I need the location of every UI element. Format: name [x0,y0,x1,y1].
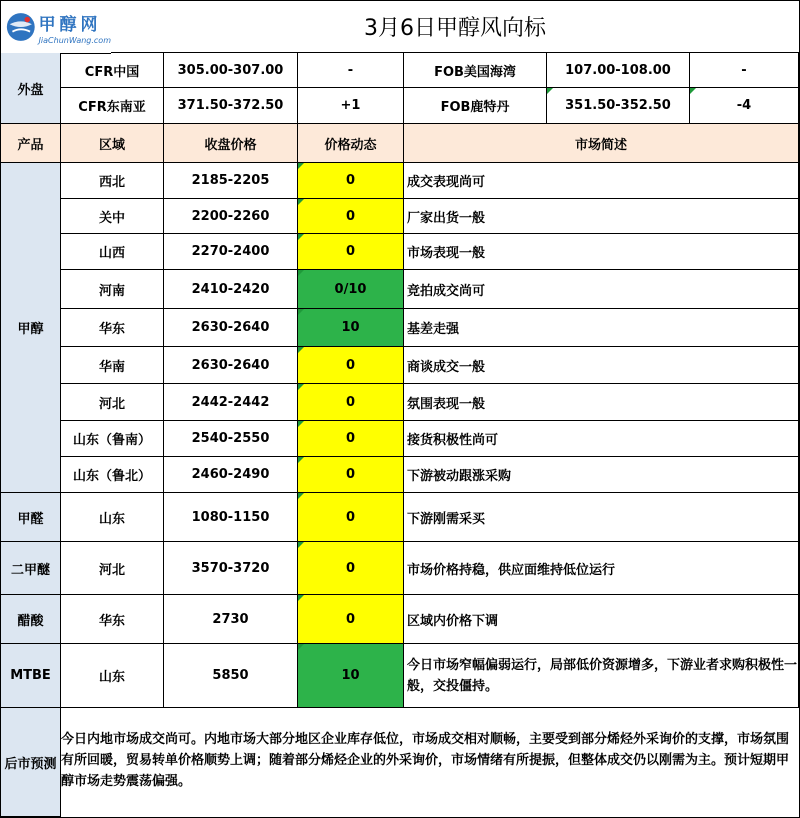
product-name: 甲醇 [1,163,61,493]
row-region: 华东 [61,309,164,347]
external-market: FOB鹿特丹 [404,88,547,124]
row-market-brief: 今日市场窄幅偏弱运行，局部低价资源增多，下游业者求购积极性一般，交投僵持。 [404,644,799,708]
row-market-brief: 下游刚需采买 [404,493,799,542]
forecast-label: 后市预测 [1,708,61,817]
cell-marker-icon [298,457,304,463]
cell-marker-icon [547,88,553,94]
row-price-change: 0 [298,421,404,457]
external-change: -4 [690,88,799,124]
external-price: 351.50-352.50 [547,88,690,124]
brand-name: 甲醇网 [38,14,102,35]
external-change: - [690,53,799,88]
header-close-price: 收盘价格 [164,124,298,163]
row-price: 2185-2205 [164,163,298,199]
row-price-change: 0 [298,347,404,384]
row-region: 西北 [61,163,164,199]
external-price: 107.00-108.00 [547,53,690,88]
cell-marker-icon [298,309,304,315]
row-region: 山东 [61,493,164,542]
row-market-brief: 市场价格持稳，供应面维持低位运行 [404,542,799,595]
row-region: 华南 [61,347,164,384]
external-market: CFR东南亚 [61,88,164,124]
row-market-brief: 氛围表现一般 [404,384,799,421]
row-market-brief: 下游被动跟涨采购 [404,457,799,493]
cell-marker-icon [298,384,304,390]
cell-marker-icon [298,234,304,240]
row-price: 2270-2400 [164,234,298,270]
row-region: 山东 [61,644,164,708]
brand-logo [1,1,111,54]
row-price: 2630-2640 [164,309,298,347]
row-price-change: 0 [298,234,404,270]
row-price-change: 0/10 [298,270,404,309]
row-market-brief: 基差走强 [404,309,799,347]
cell-marker-icon [298,542,304,548]
row-region: 华东 [61,595,164,644]
external-market: FOB美国海湾 [404,53,547,88]
row-price: 5850 [164,644,298,708]
row-price: 2540-2550 [164,421,298,457]
cell-marker-icon [298,199,304,205]
cell-marker-icon [298,270,304,276]
row-market-brief: 竞拍成交尚可 [404,270,799,309]
forecast-text: 今日内地市场成交尚可。内地市场大部分地区企业库存低位，市场成交相对顺畅，主要受到部分烯烃外采询价的支撑，市场氛围有所回暖，贸易转单价格顺势上调；随着部分烯烃企业的外采询价，市场情绪有所提振，但整体成交仍以刚需为主。预计短期甲醇市场走势震荡偏强。 [61,732,790,789]
row-market-brief: 区域内价格下调 [404,595,799,644]
product-name: MTBE [1,644,61,708]
row-region: 山东（鲁北） [61,457,164,493]
external-price: 305.00-307.00 [164,53,298,88]
row-price: 1080-1150 [164,493,298,542]
cell-marker-icon [690,88,696,94]
header-region: 区域 [61,124,164,163]
row-price-change: 0 [298,493,404,542]
row-region: 河南 [61,270,164,309]
row-region: 河北 [61,384,164,421]
row-price: 2630-2640 [164,347,298,384]
row-market-brief: 厂家出货一般 [404,199,799,234]
cell-marker-icon [298,644,304,650]
row-price-change: 0 [298,384,404,421]
row-price-change: 0 [298,199,404,234]
row-price-change: 0 [298,595,404,644]
row-price: 2410-2420 [164,270,298,309]
row-price: 3570-3720 [164,542,298,595]
row-market-brief: 商谈成交一般 [404,347,799,384]
row-region: 山西 [61,234,164,270]
header-market-brief: 市场简述 [404,124,799,163]
cell-marker-icon [298,595,304,601]
row-price-change: 0 [298,457,404,493]
header-price-change: 价格动态 [298,124,404,163]
row-price: 2730 [164,595,298,644]
row-price: 2460-2490 [164,457,298,493]
row-region: 山东（鲁南） [61,421,164,457]
row-price-change: 10 [298,309,404,347]
row-price-change: 10 [298,644,404,708]
row-region: 河北 [61,542,164,595]
globe-logo-icon [5,10,37,44]
cell-marker-icon [298,163,304,169]
cell-marker-icon [298,421,304,427]
page-title: 3月6日甲醇风向标 [111,1,799,53]
header-product: 产品 [1,124,61,163]
external-label: 外盘 [1,53,61,124]
row-market-brief: 接货积极性尚可 [404,421,799,457]
external-change: - [298,53,404,88]
brand-url: JiaChunWang.com [38,35,111,45]
cell-marker-icon [298,493,304,499]
product-name: 二甲醚 [1,542,61,595]
external-price: 371.50-372.50 [164,88,298,124]
cell-marker-icon [298,347,304,353]
external-market: CFR中国 [61,53,164,88]
external-change: +1 [298,88,404,124]
row-market-brief: 成交表现尚可 [404,163,799,199]
row-market-brief: 市场表现一般 [404,234,799,270]
row-price: 2442-2442 [164,384,298,421]
product-name: 醋酸 [1,595,61,644]
row-price-change: 0 [298,542,404,595]
row-price-change: 0 [298,163,404,199]
product-name: 甲醛 [1,493,61,542]
row-region: 关中 [61,199,164,234]
row-price: 2200-2260 [164,199,298,234]
